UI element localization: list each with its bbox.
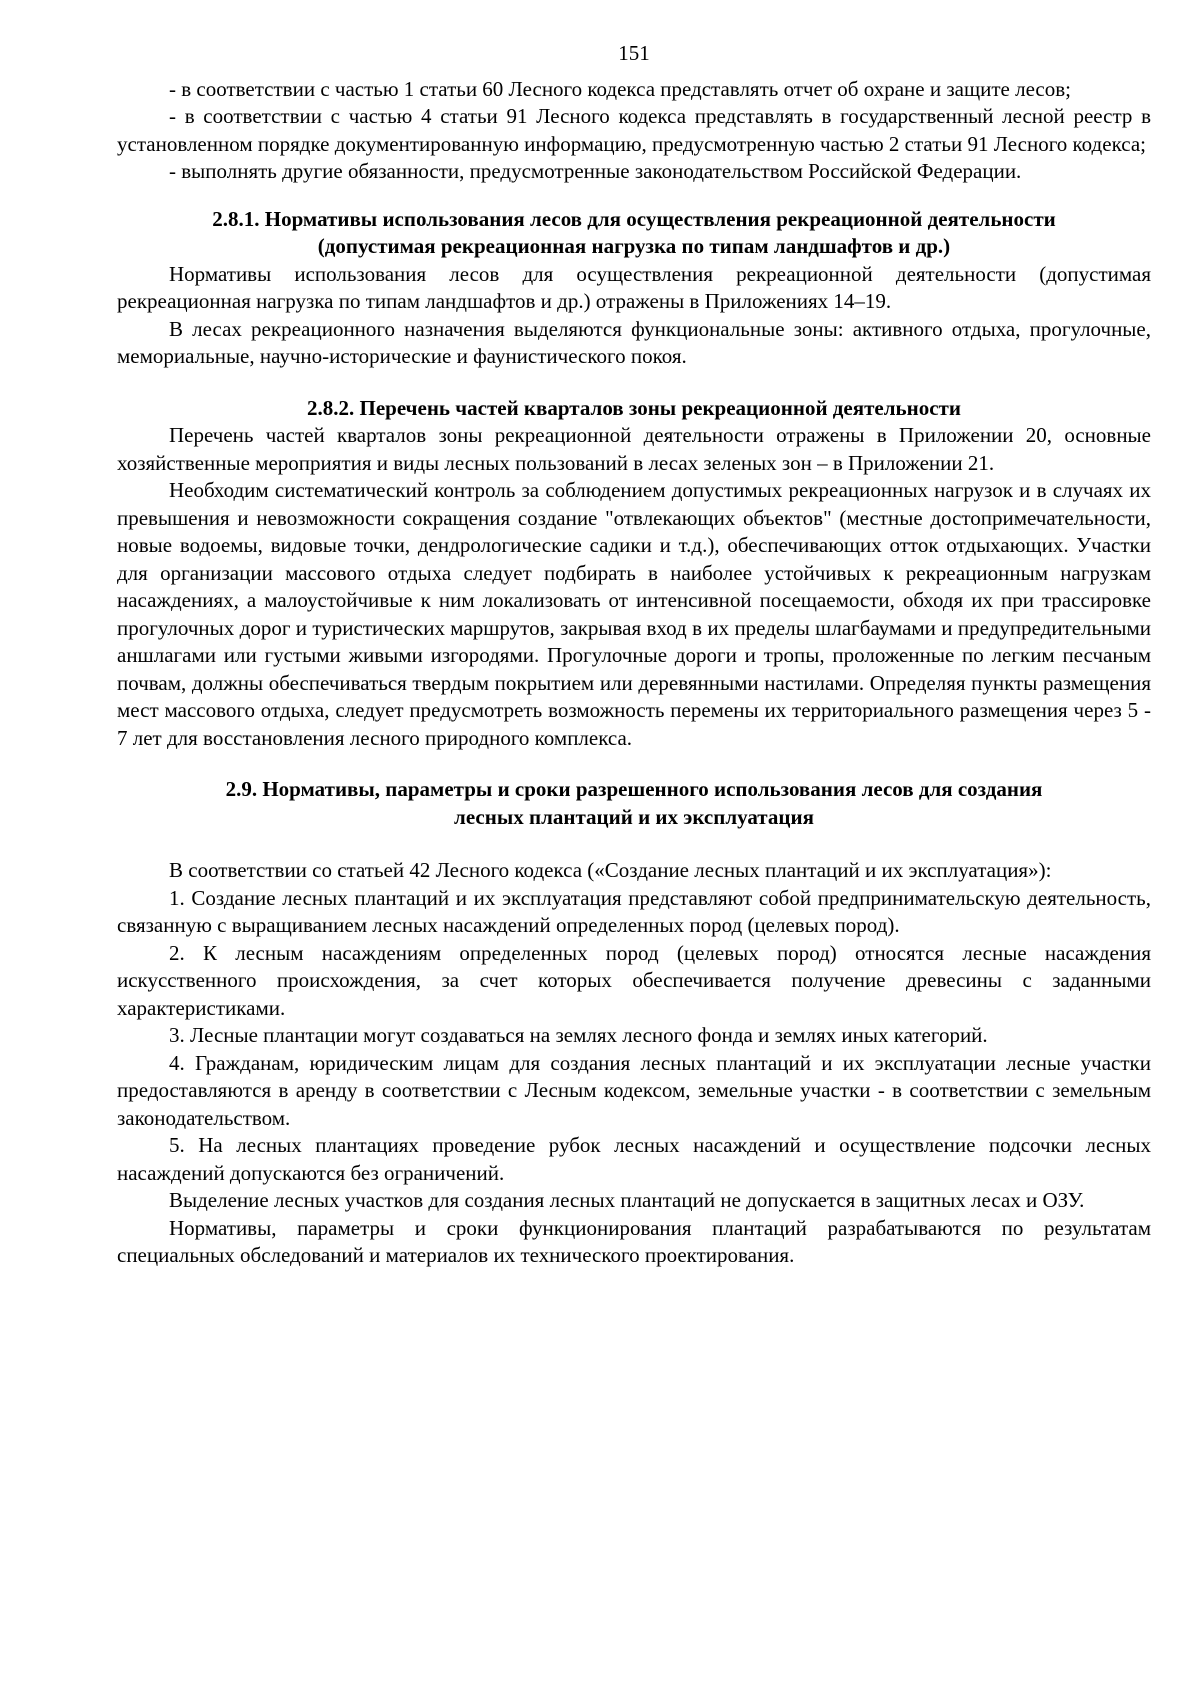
intro-paragraph-3: - выполнять другие обязанности, предусмотренные законодательством Российской Федерации. xyxy=(169,159,1022,183)
spacer xyxy=(117,752,1151,776)
section-281-heading-line-1: 2.8.1. Нормативы использования лесов для осуществления рекреационной деятельности xyxy=(212,206,1056,231)
page-number: 151 xyxy=(618,41,650,65)
section-281-paragraph-1: Нормативы использования лесов для осуществления рекреационной деятельности (допустимая рекреационная нагрузка по типам ландшафтов и др.) отражены в Приложениях 14–19. xyxy=(117,261,1151,313)
section-29-paragraph-8: Нормативы, параметры и сроки функционирования плантаций разрабатываются по результатам специальных обследований и материалов их технического проектирования. xyxy=(117,1215,1151,1267)
section-281-heading xyxy=(117,206,1151,261)
section-282-paragraph-1: Перечень частей кварталов зоны рекреационной деятельности отражены в Приложении 20, основные хозяйственные мероприятия и виды лесных пользований в лесах зеленых зон – в Приложении 21. xyxy=(117,423,1151,475)
intro-paragraph-1: - в соответствии с частью 1 статьи 60 Лесного кодекса представлять отчет об охране и защите лесов; xyxy=(169,76,1071,101)
spacer xyxy=(117,371,1151,395)
document-page xyxy=(117,40,1151,1270)
section-29-heading-line-2: лесных плантаций и их эксплуатация xyxy=(454,804,814,829)
section-29-paragraph-1: В соответствии со статьей 42 Лесного кодекса («Создание лесных плантаций и их эксплуатация»): xyxy=(169,858,1052,882)
section-281-paragraph-2: В лесах рекреационного назначения выделяются функциональные зоны: активного отдыха, прогулочные, мемориальные, научно-исторические и фаунистического покоя. xyxy=(117,316,1151,368)
section-29-paragraph-7: Выделение лесных участков для создания лесных плантаций не допускается в защитных лесах и ОЗУ. xyxy=(169,1188,1085,1212)
spacer xyxy=(117,831,1151,857)
section-282-heading: 2.8.2. Перечень частей кварталов зоны рекреационной деятельности xyxy=(307,395,961,420)
intro-paragraph-2: - в соответствии с частью 4 статьи 91 Лесного кодекса представлять в государственный лесной реестр в установленном порядке документированную информацию, предусмотренную частью 2 статьи 91 Лесного кодекса; xyxy=(117,104,1151,156)
spacer xyxy=(117,186,1151,206)
section-29-paragraph-6: 5. На лесных плантациях проведение рубок лесных насаждений и осуществление подсочки лесных насаждений допускаются без ограничений. xyxy=(117,1133,1151,1185)
section-29-heading xyxy=(117,776,1151,831)
section-29-paragraph-5: 4. Гражданам, юридическим лицам для создания лесных плантаций и их эксплуатации лесные участки предоставляются в аренду в соответствии с Лесным кодексом, земельные участки - в соответствии с земельным законодательством. xyxy=(117,1050,1151,1130)
section-282-paragraph-2: Необходим систематический контроль за соблюдением допустимых рекреационных нагрузок и в случаях их превышения и невозможности сокращения создание "отвлекающих объектов" (местные достопримечательности, новые водоемы, видовые точки, дендрологические садики и т.д.), обеспечивающих отток отдыхающих. Участки для организации массового отдыха следует подбирать в наиболее устойчивых к рекреационным нагрузкам насаждениях, а малоустойчивые к ним локализовать от интенсивной посещаемости, обходя их при трассировке прогулочных дорог и туристических маршрутов, закрывая вход в их пределы шлагбаумами и предупредительными аншлагами или густыми живыми изгородями. Прогулочные дороги и тропы, проложенные по легким песчаным почвам, должны обеспечиваться твердым покрытием или деревянными настилами. Определяя пункты размещения мест массового отдыха, следует предусмотреть возможность перемены их территориального размещения через 5 - 7 лет для восстановления лесного природного комплекса. xyxy=(117,478,1151,750)
section-29-paragraph-2: 1. Создание лесных плантаций и их эксплуатация представляют собой предпринимательскую деятельность, связанную с выращиванием лесных насаждений определенных пород (целевых пород). xyxy=(117,885,1151,937)
section-29-paragraph-3: 2. К лесным насаждениям определенных пород (целевых пород) относятся лесные насаждения искусственного происхождения, за счет которых обеспечивается получение древесины с заданными характеристиками. xyxy=(117,940,1151,1020)
section-281-heading-line-2: (допустимая рекреационная нагрузка по типам ландшафтов и др.) xyxy=(317,234,951,258)
section-29-heading-line-1: 2.9. Нормативы, параметры и сроки разрешенного использования лесов для создания xyxy=(225,777,1043,801)
section-29-paragraph-4: 3. Лесные плантации могут создаваться на землях лесного фонда и землях иных категорий. xyxy=(169,1023,988,1047)
